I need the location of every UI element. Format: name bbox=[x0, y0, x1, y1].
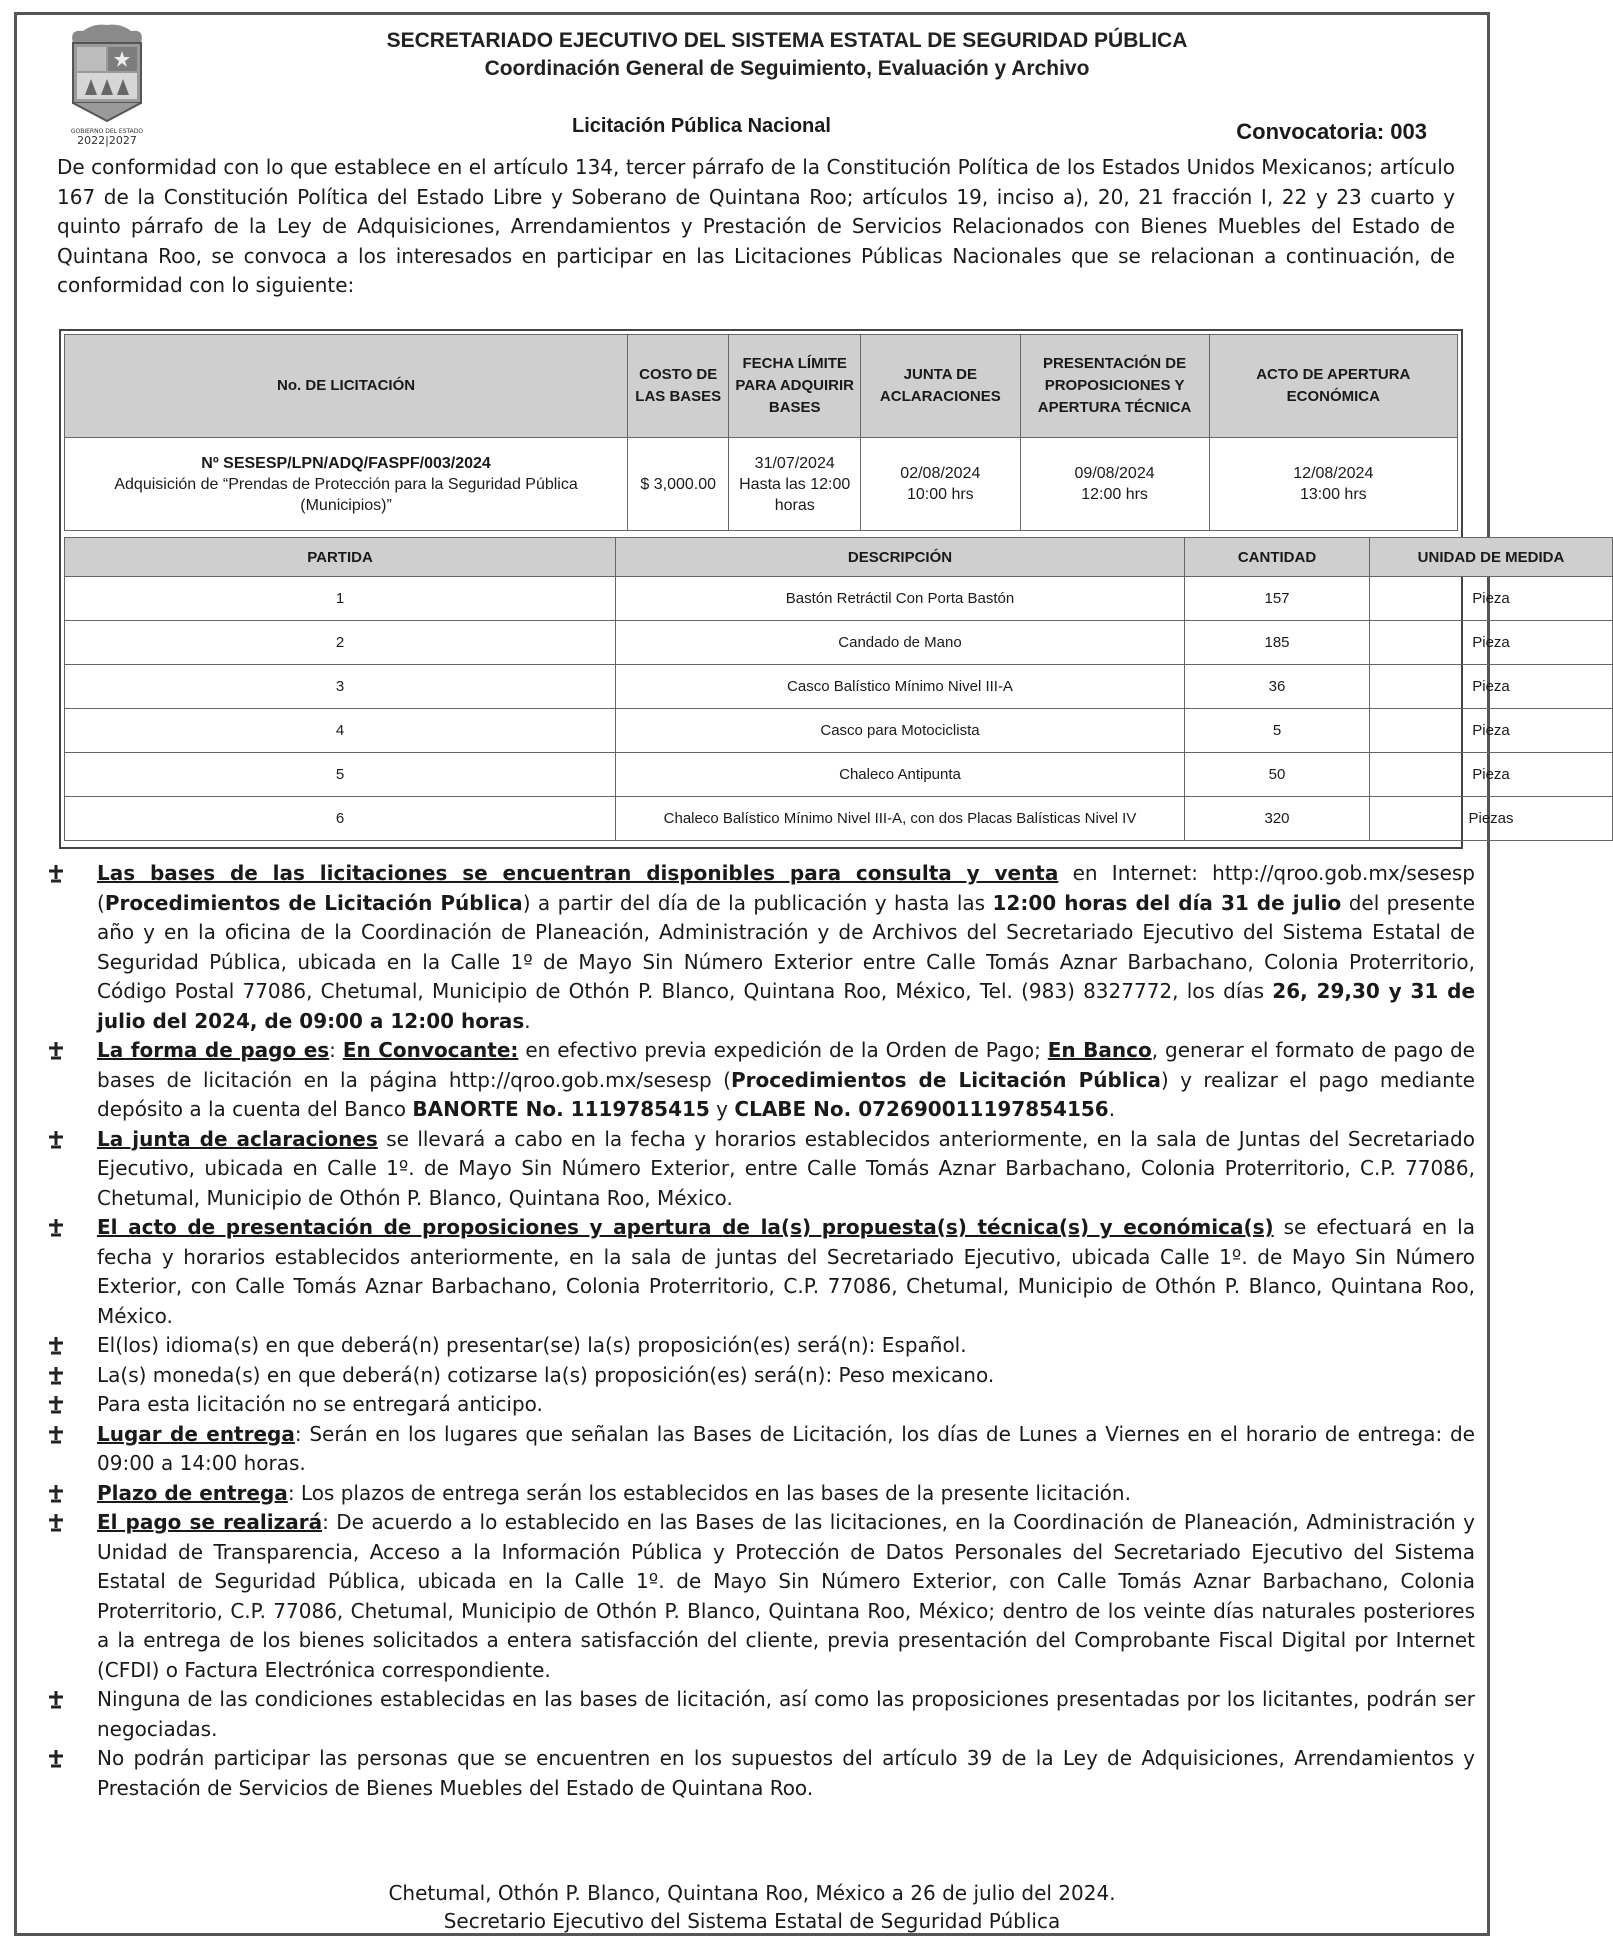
text-run: BANORTE No. 1119785415 bbox=[412, 1097, 710, 1121]
item-unidad: Pieza bbox=[1370, 665, 1613, 709]
bullet-arrow-icon bbox=[47, 1481, 67, 1505]
bullet-arrow-icon bbox=[47, 1422, 67, 1446]
table-row bbox=[65, 621, 1613, 665]
footer-place-date: Chetumal, Othón P. Blanco, Quintana Roo, México a 26 de julio del 2024. bbox=[388, 1881, 1116, 1905]
table-row bbox=[65, 577, 1613, 621]
items-table bbox=[64, 537, 1613, 841]
text-run: CLABE No. 072690011197854156 bbox=[734, 1097, 1109, 1121]
text-run: , generar el formato de pago de bases de licitación en la página http://qroo.gob.mx/sesesp ( bbox=[97, 1038, 1475, 1092]
header-partida: PARTIDA bbox=[65, 538, 616, 577]
text-run: En Convocante: bbox=[342, 1038, 519, 1062]
item-unidad: Pieza bbox=[1370, 577, 1613, 621]
seal-caption: GOBIERNO DEL ESTADO bbox=[70, 128, 144, 135]
intro-paragraph: De conformidad con lo que establece en el artículo 134, tercer párrafo de la Constitución Política de los Estados Unidos Mexicanos; artículo 167 de la Constitución Política del Estado Libre y Soberano de Quintana Roo; artículos 19, inciso a), 20, 21 fracción I, 22 y 23 cuarto y quinto párrafo de la Ley de Adquisiciones, Arrendamientos y Prestación de Servicios Relacionados con Bienes Muebles del Estado de Quintana Roo, se convoca a los interesados en participar en las Licitaciones Públicas Nacionales que se relacionan a continuación, de conformidad con lo siguiente: bbox=[57, 155, 1455, 297]
tender-economica-cell bbox=[1209, 438, 1457, 531]
list-item bbox=[45, 1390, 1475, 1420]
tender-economica-time: 13:00 hrs bbox=[1299, 486, 1367, 503]
bullet-arrow-icon bbox=[47, 1363, 67, 1387]
header-apertura-economica: ACTO DE APERTURA ECONÓMICA bbox=[1209, 335, 1457, 438]
text-run: : Los plazos de entrega serán los establecidos en las bases de la presente licitación. bbox=[287, 1480, 1131, 1505]
text-run: se llevará a cabo en la fecha y horarios establecidos anteriormente, en la sala de Juntas del Secretariado Ejecutivo, ubicada en Calle 1º. de Mayo Sin Número Exterior, entre Calle Tomás Aznar Barbachano, Colonia Proterritorio, C.P. 77086, Chetumal, Municipio de Othón P. Blanco, Quintana Roo, México. bbox=[97, 1126, 1475, 1210]
text-run: del presente año y en la oficina de la Coordinación de Planeación, Administración y de Archivos del Secretariado Ejecutivo del Sistema Estatal de Seguridad Pública, ubicada en la Calle 1º de Mayo Sin Número Exterior entre Calle Tomás Aznar Barbachano, Colonia Proterritorio, Código Postal 77086, Chetumal, Municipio de Othón P. Blanco, Quintana Roo, México, Tel. (983) 8327772, los días bbox=[97, 890, 1476, 1003]
bullet-arrow-icon bbox=[47, 1746, 67, 1770]
text-run: : De acuerdo a lo establecido en las Bases de las licitaciones, en la Coordinación de Planeación, Administración y Unidad de Transparencia, Acceso a la Información Pública y Protección de Datos Personales del Secretariado Ejecutivo del Sistema Estatal de Seguridad Pública, ubicada en la Calle 1º. de Mayo Sin Número Exterior, con Calle Tomás Aznar Barbachano, Colonia Proterritorio, C.P. 77086, Chetumal, Municipio de Othón P. Blanco, Quintana Roo, México; dentro de los veinte días naturales posteriores a la entrega de los bienes solicitados a entera satisfacción del cliente, previa presentación del Comprobante Fiscal Digital por Internet (CFDI) o Factura Electrónica correspondiente. bbox=[97, 1510, 1475, 1682]
list-item bbox=[45, 1125, 1475, 1214]
text-run: ) y realizar el pago mediante depósito a la cuenta del Banco bbox=[97, 1067, 1475, 1121]
bullet-arrow-icon bbox=[47, 1215, 67, 1239]
text-run: ) a partir del día de la publicación y hasta las bbox=[522, 890, 993, 915]
bullet-arrow-icon bbox=[47, 861, 67, 885]
bullet-arrow-icon bbox=[47, 1127, 67, 1151]
list-item bbox=[45, 1331, 1475, 1361]
list-item bbox=[45, 1213, 1475, 1331]
list-item bbox=[45, 1744, 1475, 1803]
idioma-text: El(los) idioma(s) en que deberá(n) presentar(se) la(s) proposición(es) será(n): Español. bbox=[97, 1333, 967, 1357]
notice-page bbox=[14, 12, 1565, 1936]
item-cantidad: 157 bbox=[1185, 577, 1370, 621]
anticipo-text: Para esta licitación no se entregará anticipo. bbox=[97, 1392, 543, 1416]
bullet-arrow-icon bbox=[47, 1333, 67, 1357]
item-descripcion: Chaleco Balístico Mínimo Nivel III-A, con dos Placas Balísticas Nivel IV bbox=[616, 797, 1185, 841]
text-run: se efectuará en la fecha y horarios establecidos anteriormente, en la sala de juntas del Secretariado Ejecutivo, ubicada Calle 1º. de Mayo Sin Número Exterior, con Calle Tomás Aznar Barbachano, Colonia Proterritorio, C.P. 77086, Chetumal, Municipio de Othón P. Blanco, Quintana Roo, México. bbox=[97, 1215, 1475, 1328]
text-run: . bbox=[524, 1008, 531, 1033]
list-item bbox=[45, 1420, 1475, 1479]
table-row bbox=[65, 797, 1613, 841]
tender-deadline-time: Hasta las 12:00 horas bbox=[739, 475, 851, 514]
list-item bbox=[45, 1036, 1475, 1125]
moneda-text: La(s) moneda(s) en que deberá(n) cotizarse la(s) proposición(es) será(n): Peso mexicano. bbox=[97, 1362, 995, 1387]
tender-number-cell bbox=[65, 438, 628, 531]
text-run: y bbox=[709, 1097, 735, 1121]
tender-type-title: Licitación Pública Nacional bbox=[572, 115, 831, 137]
text-run: En Banco bbox=[1047, 1038, 1152, 1062]
tender-junta-date: 02/08/2024 bbox=[900, 465, 981, 482]
text-run: : Serán en los lugares que señalan las Bases de Licitación, los días de Lunes a Viernes en el horario de entrega: de 09:00 a 14:00 horas. bbox=[97, 1421, 1475, 1475]
payment-heading: La forma de pago es bbox=[97, 1038, 330, 1062]
text-run: 26, 29,30 y 31 de julio del 2024, de 09:00 a 12:00 horas bbox=[97, 979, 1476, 1033]
table-row bbox=[65, 709, 1613, 753]
list-item bbox=[45, 1685, 1475, 1744]
item-cantidad: 185 bbox=[1185, 621, 1370, 665]
item-unidad: Pieza bbox=[1370, 709, 1613, 753]
tender-economica-date: 12/08/2024 bbox=[1293, 465, 1374, 482]
text-run: Procedimientos de Licitación Pública bbox=[730, 1067, 1161, 1092]
junta-heading: La junta de aclaraciones bbox=[97, 1126, 378, 1151]
list-item bbox=[45, 859, 1475, 1036]
tender-row bbox=[65, 438, 1458, 531]
item-unidad: Pieza bbox=[1370, 621, 1613, 665]
bullet-arrow-icon bbox=[47, 1510, 67, 1534]
convocatoria-number: Convocatoria: 003 bbox=[1236, 119, 1427, 144]
item-partida: 2 bbox=[65, 621, 616, 665]
item-descripcion: Candado de Mano bbox=[616, 621, 1185, 665]
tender-tables bbox=[59, 329, 1565, 849]
tender-number: Nº SESESP/LPN/ADQ/FASPF/003/2024 bbox=[201, 454, 491, 472]
item-cantidad: 50 bbox=[1185, 753, 1370, 797]
seal-years: 2022|2027 bbox=[77, 134, 137, 147]
tender-tecnica-date: 09/08/2024 bbox=[1074, 465, 1155, 482]
text-run: Procedimientos de Licitación Pública bbox=[104, 890, 523, 915]
bases-heading: Las bases de las licitaciones se encuentran disponibles para consulta y venta bbox=[97, 861, 1059, 885]
tender-deadline-cell bbox=[729, 438, 861, 531]
item-descripcion: Casco para Motociclista bbox=[616, 709, 1185, 753]
header-presentacion: PRESENTACIÓN DE PROPOSICIONES Y APERTURA TÉCNICA bbox=[1020, 335, 1209, 438]
plazo-heading: Plazo de entrega bbox=[97, 1480, 288, 1505]
footer-signatory: Secretario Ejecutivo del Sistema Estatal de Seguridad Pública bbox=[443, 1909, 1061, 1933]
bullet-arrow-icon bbox=[47, 1392, 67, 1416]
text-run: 12:00 horas del día 31 de julio bbox=[992, 890, 1342, 915]
item-descripcion: Bastón Retráctil Con Porta Bastón bbox=[616, 577, 1185, 621]
tender-table bbox=[64, 334, 1458, 531]
tender-tecnica-cell bbox=[1020, 438, 1209, 531]
header-junta: JUNTA DE ACLARACIONES bbox=[861, 335, 1020, 438]
header-licitacion: No. DE LICITACIÓN bbox=[65, 335, 628, 438]
items-header-row bbox=[65, 538, 1613, 577]
acto-heading: El acto de presentación de proposiciones y apertura de la(s) propuesta(s) técnica(s) y económica(s) bbox=[97, 1215, 1274, 1239]
item-partida: 5 bbox=[65, 753, 616, 797]
header-costo: COSTO DE LAS BASES bbox=[628, 335, 729, 438]
agency-title: SECRETARIADO EJECUTIVO DEL SISTEMA ESTATAL DE SEGURIDAD PÚBLICA bbox=[386, 29, 1188, 52]
text-run: . bbox=[1108, 1097, 1116, 1121]
text-run: en efectivo previa expedición de la Orden de Pago; bbox=[518, 1038, 1048, 1062]
bullet-arrow-icon bbox=[47, 1038, 67, 1062]
item-cantidad: 36 bbox=[1185, 665, 1370, 709]
text-run: : bbox=[329, 1038, 343, 1062]
header-descripcion: DESCRIPCIÓN bbox=[616, 538, 1185, 577]
header-cantidad: CANTIDAD bbox=[1185, 538, 1370, 577]
list-item bbox=[45, 1479, 1475, 1509]
tender-tecnica-time: 12:00 hrs bbox=[1081, 486, 1148, 503]
text-run: en Internet: http://qroo.gob.mx/sesesp ( bbox=[97, 861, 1475, 915]
tender-cost: $ 3,000.00 bbox=[628, 438, 729, 531]
item-partida: 6 bbox=[65, 797, 616, 841]
tender-description: Adquisición de “Prendas de Protección para la Seguridad Pública (Municipios)” bbox=[114, 475, 578, 514]
item-cantidad: 5 bbox=[1185, 709, 1370, 753]
tender-header-row bbox=[65, 335, 1458, 438]
lugar-heading: Lugar de entrega bbox=[97, 1421, 295, 1446]
state-seal-logo bbox=[59, 21, 155, 147]
item-partida: 4 bbox=[65, 709, 616, 753]
tender-deadline-date: 31/07/2024 bbox=[754, 454, 835, 472]
item-partida: 1 bbox=[65, 577, 616, 621]
table-row bbox=[65, 753, 1613, 797]
tender-junta-time: 10:00 hrs bbox=[906, 486, 974, 503]
list-item bbox=[45, 1508, 1475, 1685]
item-descripcion: Casco Balístico Mínimo Nivel III-A bbox=[616, 665, 1185, 709]
bullet-arrow-icon bbox=[47, 1687, 67, 1711]
item-unidad: Pieza bbox=[1370, 753, 1613, 797]
pago-heading: El pago se realizará bbox=[97, 1510, 323, 1534]
header-unidad: UNIDAD DE MEDIDA bbox=[1370, 538, 1613, 577]
negociacion-text: Ninguna de las condiciones establecidas en las bases de licitación, así como las proposiciones presentadas por los licitantes, podrán ser negociadas. bbox=[97, 1687, 1475, 1741]
header-fecha-limite: FECHA LÍMITE PARA ADQUIRIR BASES bbox=[729, 335, 861, 438]
item-cantidad: 320 bbox=[1185, 797, 1370, 841]
item-unidad: Piezas bbox=[1370, 797, 1613, 841]
item-descripcion: Chaleco Antipunta bbox=[616, 753, 1185, 797]
item-partida: 3 bbox=[65, 665, 616, 709]
conditions-list bbox=[45, 859, 1475, 1803]
table-row bbox=[65, 665, 1613, 709]
agency-subtitle: Coordinación General de Seguimiento, Evaluación y Archivo bbox=[484, 57, 1090, 80]
tender-junta-cell bbox=[861, 438, 1020, 531]
list-item bbox=[45, 1361, 1475, 1391]
restriccion-text: No podrán participar las personas que se encuentren en los supuestos del artículo 39 de la Ley de Adquisiciones, Arrendamientos y Prestación de Servicios de Bienes Muebles del Estado de Quintana Roo. bbox=[97, 1746, 1475, 1800]
